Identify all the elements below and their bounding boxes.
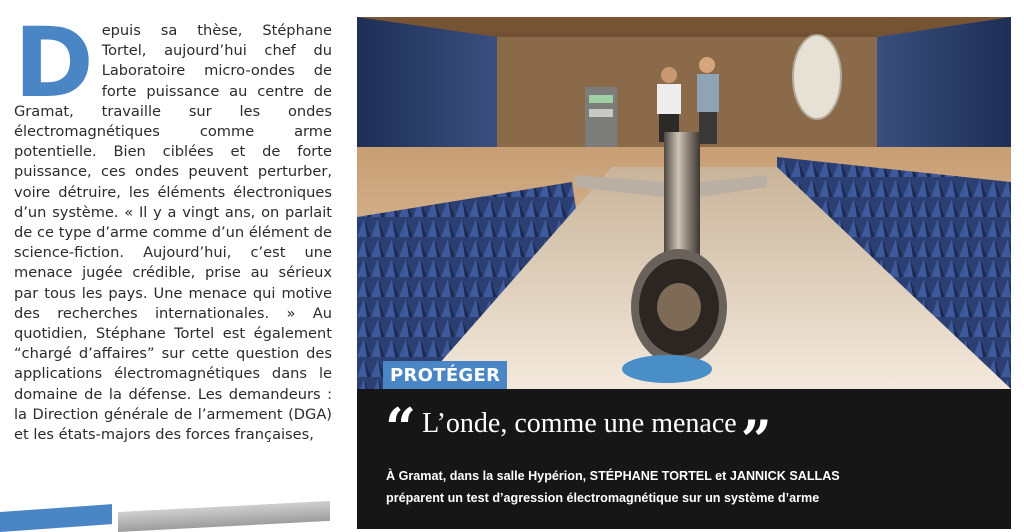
open-quote-mark: “ — [385, 396, 417, 460]
close-quote-mark: ” — [740, 408, 772, 472]
caption-line-2: préparent un test d’agression électromagnétique sur un système d’arme — [386, 491, 820, 505]
photo-caption — [386, 465, 976, 509]
photo-illustration — [357, 17, 1011, 389]
decorative-strip-blue — [0, 504, 112, 532]
photo-headline: L’onde, comme une menace — [422, 408, 737, 439]
drop-cap: D — [14, 7, 94, 119]
decorative-strip-grey — [118, 501, 330, 532]
caption-line-1: À Gramat, dans la salle Hypérion, STÉPHANE TORTEL et JANNICK SALLAS — [386, 469, 840, 483]
quote-headline-row — [385, 396, 772, 472]
photo-anechoic-chamber — [357, 17, 1011, 389]
section-tag: PROTÉGER — [383, 361, 507, 390]
article-body: epuis sa thèse, Stéphane Tortel, aujourd’hui chef du Laboratoire micro-ondes de forte puissance au centre de Gramat, travaille sur les ondes électromagnétiques comme arme potentielle. Bien ciblées et de forte puissance, ces ondes peuvent perturber, voire détruire, les éléments électroniques d’un système. « Il y a vingt ans, on parlait de ce type d’arme comme d’un élément de science-fiction. Aujourd’hui, c’est une menace jugée crédible, prise au sérieux par tous les pays. Une menace qui motive des recherches internationales. » Au quotidien, Stéphane Tortel est également “chargé d’affaires” sur cette question des applications électromagnétiques dans le domaine de la défense. Les demandeurs : la Direction générale de l’armement (DGA) et les états-majors des forces françaises, — [14, 22, 332, 444]
article-column — [14, 7, 332, 445]
